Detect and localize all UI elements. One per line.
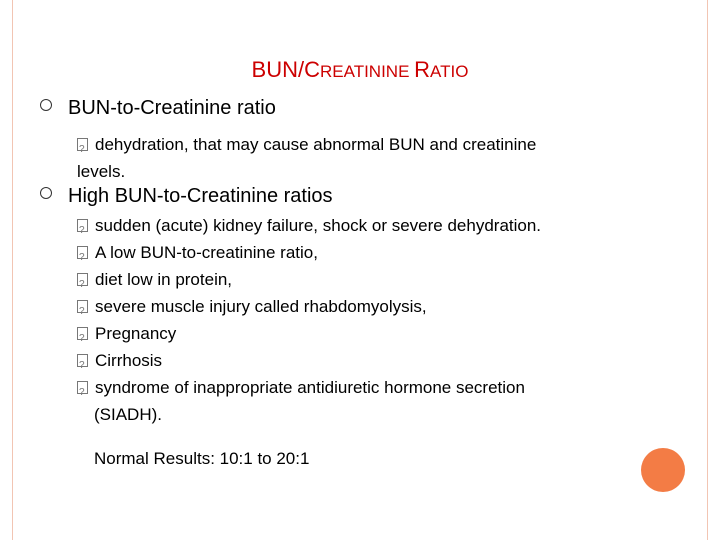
decorative-orange-circle <box>641 448 685 492</box>
slide-title: BUN/CREATININE RATIO <box>251 57 469 82</box>
square-bullet-icon <box>77 354 88 367</box>
subbullet-low-ratio: ?A low BUN-to-creatinine ratio, <box>77 239 637 266</box>
normal-results: Normal Results: 10:1 to 20:1 <box>94 449 310 468</box>
circle-bullet-icon <box>40 187 52 199</box>
subbullet-pregnancy: ?Pregnancy <box>77 320 637 347</box>
subbullet-cirrhosis: ?Cirrhosis <box>77 347 637 374</box>
subbullet-acute-kidney-failure: ?sudden (acute) kidney failure, shock or severe dehydration. <box>77 212 637 239</box>
square-bullet-icon <box>77 381 88 394</box>
subbullet-siadh: ?syndrome of inappropriate antidiuretic hormone secretion (SIADH). <box>77 374 637 428</box>
square-bullet-icon <box>77 138 88 151</box>
square-bullet-icon <box>77 300 88 313</box>
square-bullet-icon <box>77 273 88 286</box>
subbullet-dehydration: ?dehydration, that may cause abnormal BUN and creatinine levels. <box>77 131 637 185</box>
subbullet-diet-low-protein: ?diet low in protein, <box>77 266 637 293</box>
circle-bullet-icon <box>40 99 52 111</box>
bullet-high-ratios: High BUN-to-Creatinine ratios <box>40 184 333 208</box>
square-bullet-icon <box>77 246 88 259</box>
subbullet-muscle-injury: ?severe muscle injury called rhabdomyolysis, <box>77 293 637 320</box>
square-bullet-icon <box>77 219 88 232</box>
square-bullet-icon <box>77 327 88 340</box>
bullet-bun-ratio: BUN-to-Creatinine ratio <box>40 96 276 120</box>
